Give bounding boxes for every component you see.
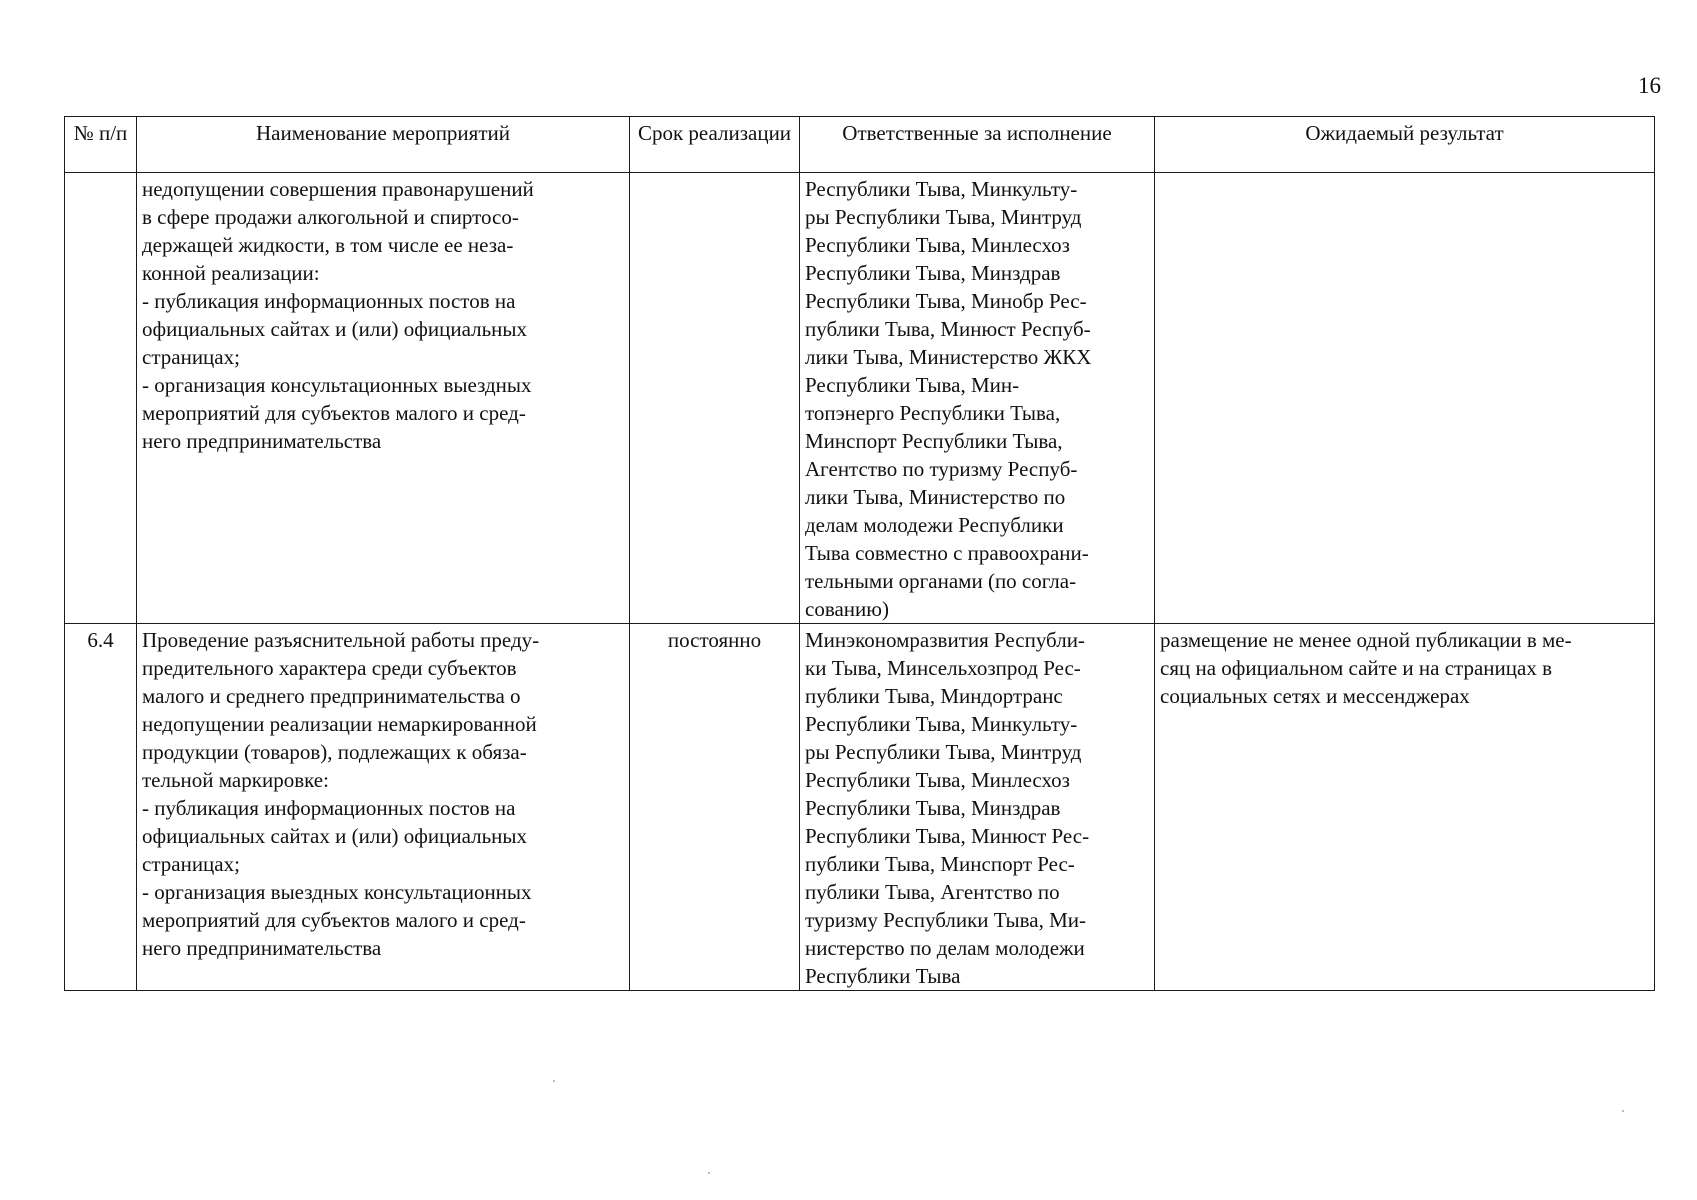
table-header-row	[65, 117, 1655, 173]
header-num: № п/п	[65, 117, 137, 173]
scan-speck	[708, 1172, 710, 1174]
cell-responsible: Минэкономразвития Республи- ки Тыва, Минсельхозпрод Рес- публики Тыва, Миндортранс Республики Тыва, Минкульту- ры Республики Тыва, Минтруд Республики Тыва, Минлесхоз Республики Тыва, Минздрав Республики Тыва, Минюст Рес- публики Тыва, Минспорт Рес- публики Тыва, Агентство по туризму Республики Тыва, Ми- нистерство по делам молодежи Республики Тыва	[800, 624, 1155, 991]
table-row	[65, 173, 1655, 624]
cell-num	[65, 173, 137, 624]
measures-table	[64, 116, 1655, 991]
scan-speck	[553, 1080, 555, 1082]
page-number: 16	[1638, 73, 1661, 98]
header-responsible: Ответственные за исполнение	[800, 117, 1155, 173]
cell-name: недопущении совершения правонарушений в сфере продажи алкогольной и спиртосо- держащей жидкости, в том числе ее неза- конной реализации: - публикация информационных постов на официальных сайтах и (или) официальных страницах; - организация консультационных выездных мероприятий для субъектов малого и сред- него предпринимательства	[137, 173, 630, 624]
cell-result: размещение не менее одной публикации в ме- сяц на официальном сайте и на страницах в социальных сетях и мессенджерах	[1155, 624, 1655, 991]
table-row	[65, 624, 1655, 991]
scan-speck	[1622, 1110, 1624, 1112]
cell-term	[630, 173, 800, 624]
cell-num: 6.4	[65, 624, 137, 991]
header-name: Наименование мероприятий	[137, 117, 630, 173]
header-result: Ожидаемый результат	[1155, 117, 1655, 173]
cell-term: постоянно	[630, 624, 800, 991]
cell-responsible: Республики Тыва, Минкульту- ры Республики Тыва, Минтруд Республики Тыва, Минлесхоз Республики Тыва, Минздрав Республики Тыва, Минобр Рес- публики Тыва, Минюст Респуб- лики Тыва, Министерство ЖКХ Республики Тыва, Мин- топэнерго Республики Тыва, Минспорт Республики Тыва, Агентство по туризму Респуб- лики Тыва, Министерство по делам молодежи Республики Тыва совместно с правоохрани- тельными органами (по согла- сованию)	[800, 173, 1155, 624]
header-term: Срок реализации	[630, 117, 800, 173]
cell-result	[1155, 173, 1655, 624]
cell-name: Проведение разъяснительной работы преду- предительного характера среди субъектов малого и среднего предпринимательства о недопущении реализации немаркированной продукции (товаров), подлежащих к обяза- тельной маркировке: - публикация информационных постов на официальных сайтах и (или) официальных страницах; - организация выездных консультационных мероприятий для субъектов малого и сред- него предпринимательства	[137, 624, 630, 991]
